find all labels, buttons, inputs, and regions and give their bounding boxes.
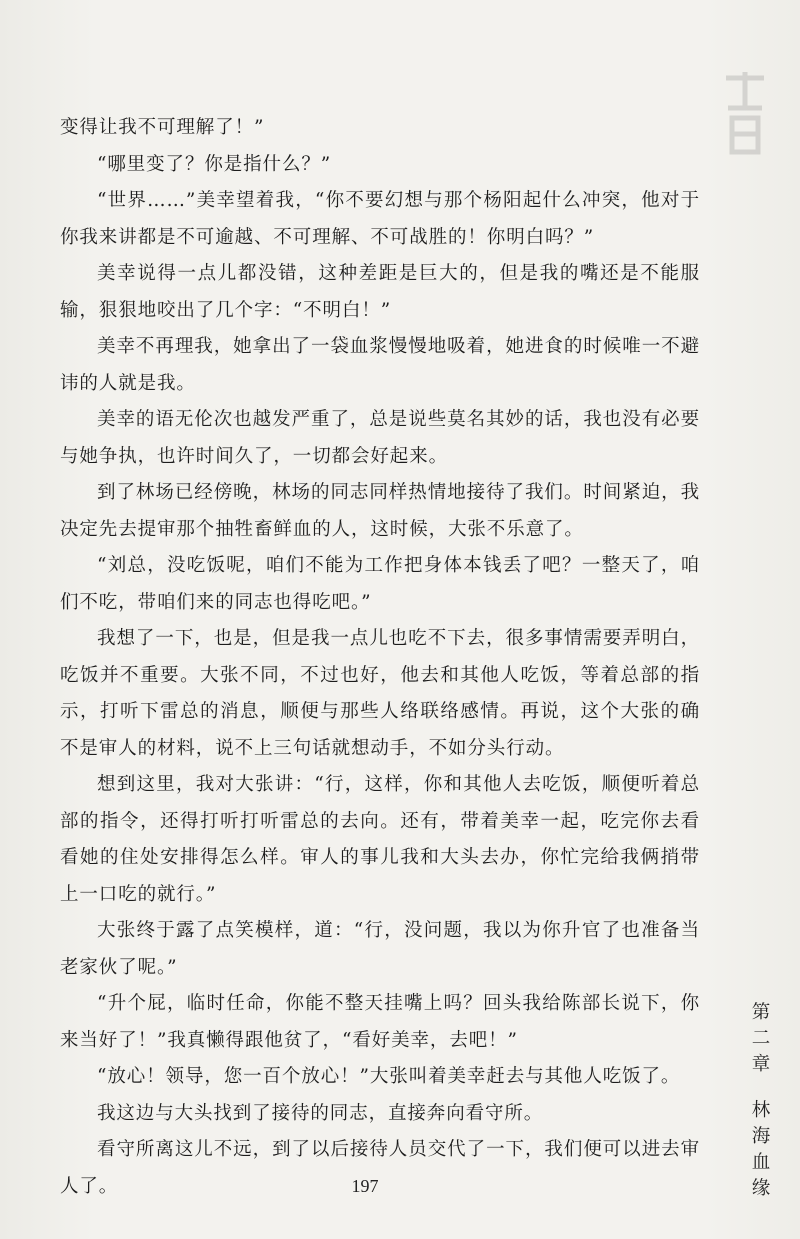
chapter-number: 第二章: [751, 1002, 771, 1075]
paragraph: 美幸的语无伦次也越发严重了，总是说些莫名其妙的话，我也没有必要与她争执，也许时间久了，一切都会好起来。: [60, 409, 700, 467]
title-gap: [749, 1078, 773, 1098]
paragraph: “刘总，没吃饭呢，咱们不能为工作把身体本钱丢了吧？一整天了，咱们不吃，带咱们来的同志也得吃吧。”: [60, 555, 700, 613]
page-number: 197: [351, 1176, 379, 1196]
body-text: [60, 110, 700, 1205]
paragraph: 到了林场已经傍晚，林场的同志同样热情地接待了我们。时间紧迫，我决定先去提审那个抽牲畜鲜血的人，这时候，大张不乐意了。: [60, 482, 700, 540]
paragraph: “世界……”美幸望着我，“你不要幻想与那个杨阳起什么冲突，他对于你我来讲都是不可逾越、不可理解、不可战胜的！你明白吗？”: [60, 190, 700, 248]
paragraph: “升个屁，临时任命，你能不整天挂嘴上吗？回头我给陈部长说下，你来当好了！”我真懒得跟他贫了，“看好美幸，去吧！”: [60, 993, 700, 1051]
paragraph: 看守所离这儿不远，到了以后接待人员交代了一下，我们便可以进去审人了。: [60, 1139, 700, 1197]
paragraph: 美幸不再理我，她拿出了一袋血浆慢慢地吸着，她进食的时候唯一不避讳的人就是我。: [60, 336, 700, 394]
paragraph: 想到这里，我对大张讲：“行，这样，你和其他人去吃饭，顺便听着总部的指令，还得打听打听雷总的去向。还有，带着美幸一起，吃完你去看看她的住处安排得怎么样。审人的事儿我和大头去办，你忙完给我俩捎带上一口吃的就行。”: [60, 774, 700, 905]
chapter-name: 林海血缘: [751, 1100, 771, 1199]
paragraph: 大张终于露了点笑模样，道：“行，没问题，我以为你升官了也准备当老家伙了呢。”: [60, 920, 700, 978]
paragraph: 美幸说得一点儿都没错，这种差距是巨大的，但是我的嘴还是不能服输，狠狠地咬出了几个字：“不明白！”: [60, 263, 700, 321]
paragraph: 我想了一下，也是，但是我一点儿也吃不下去，很多事情需要弄明白，吃饭并不重要。大张不同，不过也好，他去和其他人吃饭，等着总部的指示，打听下雷总的消息，顺便与那些人络联络感情。再说，这个大张的确不是审人的材料，说不上三句话就想动手，不如分头行动。: [60, 628, 700, 759]
paragraph: “放心！领导，您一百个放心！”大张叫着美幸赶去与其他人吃饭了。: [97, 1066, 681, 1087]
paragraph: “哪里变了？你是指什么？”: [97, 153, 332, 175]
bleed-through-mark: [718, 68, 772, 158]
chapter-side-title: [749, 1000, 773, 1202]
paragraph: 我这边与大头找到了接待的同志，直接奔向看守所。: [97, 1102, 544, 1124]
paragraph: 变得让我不可理解了！”: [60, 117, 265, 138]
